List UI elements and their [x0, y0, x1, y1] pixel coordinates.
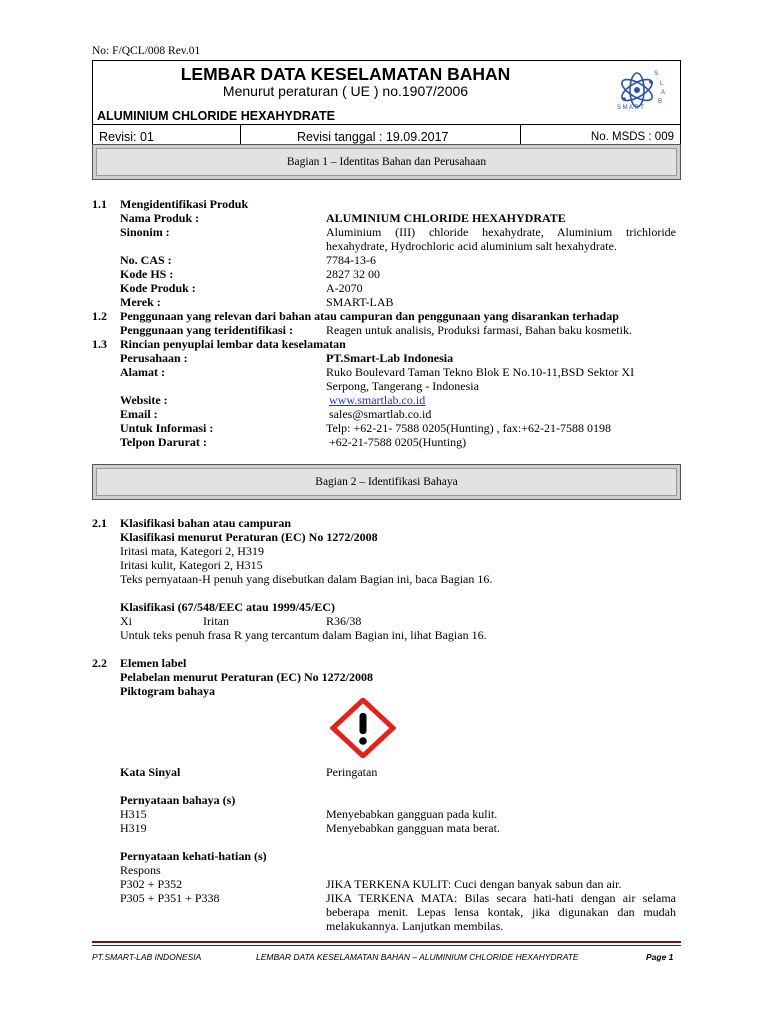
- signal-word-label: Kata Sinyal: [120, 765, 181, 779]
- identified-use-value: Reagen untuk analisis, Produksi farmasi, Bahan baku kosmetik.: [326, 323, 632, 337]
- precaution-text-continued: melakukannya. Lanjutkan membilas.: [326, 919, 504, 933]
- info-phone-value: Telp: +62-21- 7588 0205(Hunting) , fax:+62-21-7588 0198: [326, 421, 611, 435]
- section-heading: Mengidentifikasi Produk: [120, 197, 249, 211]
- signal-word-value: Peringatan: [326, 765, 378, 779]
- svg-text:A: A: [661, 90, 666, 96]
- field-label: Alamat :: [120, 365, 165, 379]
- field-label: Website :: [120, 393, 168, 407]
- synonym-value-continued: hexahydrate, Hydrochloric acid aluminium salt hexahydrate.: [326, 239, 617, 253]
- field-label: Telpon Darurat :: [120, 435, 207, 449]
- precaution-code: P305 + P351 + P338: [120, 891, 220, 905]
- section-heading: Klasifikasi bahan atau campuran: [120, 516, 292, 530]
- svg-text:L: L: [660, 81, 664, 87]
- regulation-heading: Pelabelan menurut Peraturan (EC) No 1272/2008: [120, 670, 373, 684]
- field-label: No. CAS :: [120, 253, 172, 267]
- section-1-header: [92, 144, 681, 180]
- classification-line: Iritasi mata, Kategori 2, H319: [120, 544, 264, 558]
- svg-text:B: B: [658, 99, 663, 105]
- field-label: Email :: [120, 407, 158, 421]
- precaution-text: JIKA TERKENA MATA: Bilas secara hati-hati dengan air selama: [326, 891, 676, 905]
- precaution-code: P302 + P352: [120, 877, 183, 891]
- field-label: Merek :: [120, 295, 161, 309]
- svg-text:S M A R T: S M A R T: [617, 105, 644, 111]
- field-label: Perusahaan :: [120, 351, 188, 365]
- section-number: 1.2: [92, 309, 107, 323]
- footer-page-number: Page 1: [646, 952, 674, 962]
- svg-text:S: S: [654, 71, 659, 77]
- r-phrase-note: Untuk teks penuh frasa R yang tercantum dalam Bagian ini, lihat Bagian 16.: [120, 628, 487, 642]
- address-value: Ruko Boulevard Taman Tekno Blok E No.10-11,BSD Sektor XI: [326, 365, 635, 379]
- emergency-phone-value: +62-21-7588 0205(Hunting): [329, 435, 467, 449]
- footer-rule-thin: [92, 945, 681, 946]
- hs-code-value: 2827 32 00: [326, 267, 380, 281]
- section-heading: Rincian penyuplai lembar data keselamatan: [120, 337, 346, 351]
- footer-rule: [92, 941, 681, 943]
- section-1-title: Bagian 1 – Identitas Bahan dan Perusahaan: [96, 148, 677, 176]
- smart-lab-logo-icon: [607, 63, 671, 121]
- old-classification-heading: Klasifikasi (67/548/EEC atau 1999/45/EC): [120, 600, 336, 614]
- website-link[interactable]: www.smartlab.co.id: [329, 393, 426, 407]
- header-box: [92, 60, 681, 151]
- hazard-symbol-code: Xi: [120, 614, 132, 628]
- field-label: Untuk Informasi :: [120, 421, 214, 435]
- msds-number: No. MSDS : 009: [590, 131, 674, 143]
- document-title: LEMBAR DATA KESELAMATAN BAHAN: [180, 64, 511, 84]
- field-label: Sinonim :: [120, 225, 170, 239]
- section-number: 2.2: [92, 656, 107, 670]
- product-name-value: ALUMINIUM CHLORIDE HEXAHYDRATE: [326, 211, 566, 225]
- field-label: Nama Produk :: [120, 211, 200, 225]
- hazard-code: H319: [120, 821, 147, 835]
- section-number: 2.1: [92, 516, 107, 530]
- hazard-text: Menyebabkan gangguan mata berat.: [326, 821, 500, 835]
- precaution-text: JIKA TERKENA KULIT: Cuci dengan banyak sabun dan air.: [326, 877, 622, 891]
- product-code-value: A-2070: [326, 281, 363, 295]
- pictogram-heading: Piktogram bahaya: [120, 684, 216, 698]
- document-code: No: F/QCL/008 Rev.01: [92, 45, 201, 57]
- section-heading: Penggunaan yang relevan dari bahan atau campuran dan penggunaan yang disarankan terhadap: [120, 309, 619, 323]
- brand-value: SMART-LAB: [326, 295, 394, 309]
- field-label: Kode Produk :: [120, 281, 196, 295]
- revision-date: Revisi tanggal : 19.09.2017: [241, 125, 521, 151]
- classification-line: Iritasi kulit, Kategori 2, H315: [120, 558, 263, 572]
- email-value: sales@smartlab.co.id: [329, 407, 432, 421]
- hazard-code: H315: [120, 807, 147, 821]
- footer-document-title: LEMBAR DATA KESELAMATAN BAHAN – ALUMINIUM CHLORIDE HEXAHYDRATE: [256, 952, 579, 962]
- revision-number: Revisi: 01: [93, 125, 241, 151]
- section-number: 1.1: [92, 197, 107, 211]
- synonym-value: Aluminium (III) chloride hexahydrate, Aluminium trichloride: [326, 225, 676, 239]
- precaution-text-continued: beberapa menit. Lepas lensa kontak, jika digunakan dan mudah: [326, 905, 676, 919]
- hazard-statements-heading: Pernyataan bahaya (s): [120, 793, 236, 807]
- exclamation-mark-diamond-icon: [330, 698, 396, 758]
- section-2-header: [92, 464, 681, 500]
- response-label: Respons: [120, 863, 161, 877]
- r-phrase-value: R36/38: [326, 614, 362, 628]
- hazard-text: Menyebabkan gangguan pada kulit.: [326, 807, 498, 821]
- company-value: PT.Smart-Lab Indonesia: [326, 351, 454, 365]
- field-label: Kode HS :: [120, 267, 174, 281]
- footer-company: PT.SMART-LAB INDONESIA: [92, 952, 202, 962]
- precaution-heading: Pernyataan kehati-hatian (s): [120, 849, 267, 863]
- regulation-heading: Klasifikasi menurut Peraturan (EC) No 1272/2008: [120, 530, 378, 544]
- classification-note: Teks pernyataan-H penuh yang disebutkan dalam Bagian ini, baca Bagian 16.: [120, 572, 493, 586]
- section-number: 1.3: [92, 337, 107, 351]
- section-heading: Elemen label: [120, 656, 187, 670]
- hazard-symbol-name: Iritan: [203, 614, 229, 628]
- header-product-name: ALUMINIUM CHLORIDE HEXAHYDRATE: [97, 109, 335, 123]
- field-label: Penggunaan yang teridentifikasi :: [120, 323, 294, 337]
- document-subtitle: Menurut peraturan ( UE ) no.1907/2006: [222, 83, 469, 99]
- section-2-title: Bagian 2 – Identifikasi Bahaya: [96, 468, 677, 496]
- cas-value: 7784-13-6: [326, 253, 376, 267]
- address-value-continued: Serpong, Tangerang - Indonesia: [326, 379, 479, 393]
